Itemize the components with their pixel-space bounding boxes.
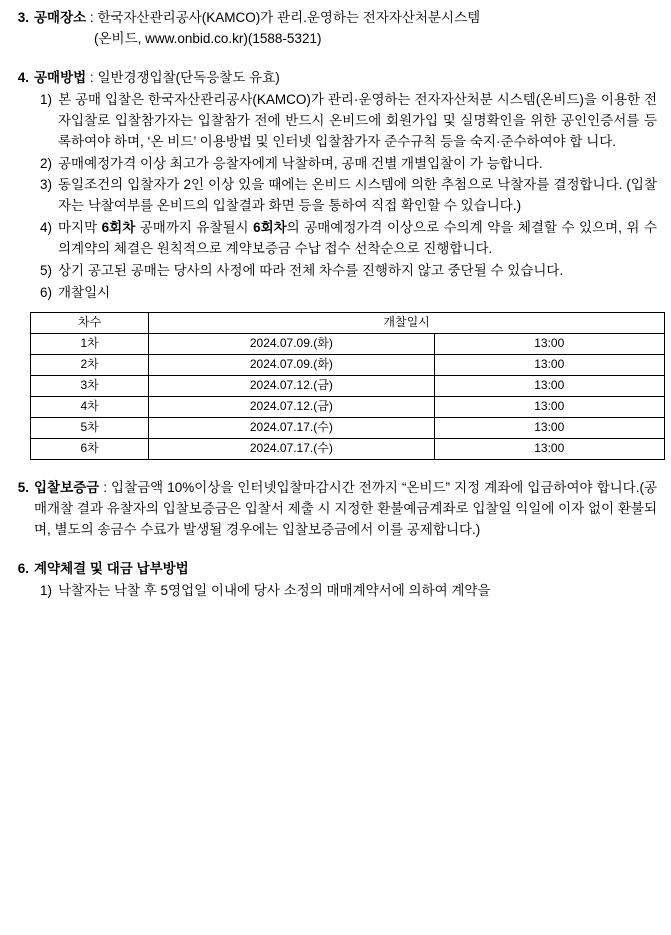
cell-date: 2024.07.09.(화) xyxy=(149,333,434,354)
body-text: 공매까지 유찰될시 xyxy=(135,220,254,236)
section-4-first-line xyxy=(34,68,657,89)
cell-time: 13:00 xyxy=(434,417,665,438)
spacer xyxy=(14,50,657,66)
section-6-item-1 xyxy=(34,581,657,602)
section-4-item-5-text: 상기 공고된 공매는 당사의 사정에 따라 전체 차수를 진행하지 않고 중단될 수 있습니다. xyxy=(58,263,564,279)
header-round: 차수 xyxy=(31,312,149,333)
body-text: 마지막 xyxy=(58,220,102,236)
section-3-text: 한국자산관리공사(KAMCO)가 관리.운영하는 전자자산처분시스템 xyxy=(97,10,481,25)
section-5-separator: : xyxy=(99,479,112,495)
section-4-item-6 xyxy=(34,283,657,304)
section-4-item-2 xyxy=(34,154,657,175)
section-3-body xyxy=(34,8,657,50)
section-4-item-6-text: 개찰일시 xyxy=(58,285,111,301)
section-3-first-line xyxy=(34,8,657,29)
section-5-title: 입찰보증금 xyxy=(34,479,100,495)
schedule-table-body xyxy=(31,333,665,459)
section-4-item-3-text: 동일조건의 입찰자가 2인 이상 있을 때에는 온비드 시스템에 의한 추첨으로 낙찰자를 결정합니다. (입찰자는 낙찰여부를 온비드의 입찰결과 화면 등을 통하여 직접 확인할 수 있습니다.) xyxy=(58,177,657,214)
section-4-item-1-marker: 1) xyxy=(39,91,52,107)
section-4-item-3-marker: 3) xyxy=(39,177,52,193)
table-row xyxy=(31,354,665,375)
section-4-item-1 xyxy=(34,90,657,153)
section-4-body xyxy=(34,68,657,304)
cell-date: 2024.07.12.(금) xyxy=(149,375,434,396)
section-3-separator: : xyxy=(86,10,98,25)
section-6-title: 계약체결 및 대금 납부방법 xyxy=(34,560,189,576)
section-4-item-1-text: 본 공매 입찰은 한국자산관리공사(KAMCO)가 관리·운영하는 전자자산처분 시스템(온비드)을 이용한 전자입찰로 입찰참가자는 입찰참가 전에 반드시 온비드에 회원가입 및 실명확인을 위한 공인인증서를 등록하여야 하며, ‘온 비드’ 이용방법 및 인터넷 입찰참가자 준수규칙 등을 숙지·준수하여야 합 니다. xyxy=(58,91,657,149)
cell-date: 2024.07.12.(금) xyxy=(149,396,434,417)
cell-time: 13:00 xyxy=(434,375,665,396)
section-6-body xyxy=(34,559,657,602)
schedule-table-head xyxy=(31,312,665,333)
cell-round: 3차 xyxy=(31,375,149,396)
section-4-item-5-marker: 5) xyxy=(39,263,52,279)
header-datetime: 개찰일시 xyxy=(149,312,665,333)
cell-round: 1차 xyxy=(31,333,149,354)
section-4-item-5 xyxy=(34,261,657,282)
cell-round: 6차 xyxy=(31,438,149,459)
body-text: 의 공매예정가격 이상으로 수의계 약을 체결할 수 있으며, 위 수의계약의 체결은 원칙적으로 계약보증금 수납 접수 선착순으로 진행합니다. xyxy=(58,220,657,257)
spacer xyxy=(14,460,657,476)
section-5-body xyxy=(34,478,657,541)
section-4-number: 4. xyxy=(17,69,29,85)
table-header-row xyxy=(31,312,665,333)
cell-time: 13:00 xyxy=(434,396,665,417)
section-4-title: 공매방법 xyxy=(34,69,87,85)
section-5-text: 입찰금액 10%이상을 인터넷입찰마감시간 전까지 “온비드” 지정 계좌에 입금하여야 합니다.(공매개찰 결과 유찰자의 입찰보증금은 입찰서 제출 시 지정한 환불예금계좌로 입찰일 익일에 이자 없이 환불되며, 별도의 송금수 수료가 발생될 경우에는 입찰보증금에서 이를 공제합니다.) xyxy=(34,479,657,537)
section-4-separator: : xyxy=(86,69,98,85)
schedule-table xyxy=(30,312,665,460)
cell-time: 13:00 xyxy=(434,354,665,375)
section-4-item-2-text: 공매예정가격 이상 최고가 응찰자에게 낙찰하며, 공매 건별 개별입찰이 가 능합니다. xyxy=(58,155,543,171)
section-4-item-4-marker: 4) xyxy=(39,220,52,236)
cell-time: 13:00 xyxy=(434,438,665,459)
section-6-number: 6. xyxy=(17,560,29,576)
section-3 xyxy=(14,8,657,50)
section-5 xyxy=(14,478,657,541)
schedule-table-wrapper xyxy=(30,312,665,460)
cell-date: 2024.07.09.(화) xyxy=(149,354,434,375)
cell-date: 2024.07.17.(수) xyxy=(149,417,434,438)
section-4-item-4-text xyxy=(58,218,657,260)
table-row xyxy=(31,396,665,417)
emphasis-text: 6회차 xyxy=(101,220,136,236)
section-6 xyxy=(14,559,657,602)
section-4-text: 일반경쟁입찰(단독응찰도 유효) xyxy=(97,69,280,85)
section-4 xyxy=(14,68,657,304)
cell-round: 2차 xyxy=(31,354,149,375)
section-4-item-2-marker: 2) xyxy=(39,155,52,171)
section-6-item-1-text: 낙찰자는 낙찰 후 5영업일 이내에 당사 소정의 매매계약서에 의하여 계약을 xyxy=(58,582,491,598)
section-4-item-4 xyxy=(34,218,657,260)
cell-time: 13:00 xyxy=(434,333,665,354)
section-4-item-6-marker: 6) xyxy=(39,285,52,301)
cell-round: 5차 xyxy=(31,417,149,438)
table-row xyxy=(31,417,665,438)
table-row xyxy=(31,333,665,354)
section-3-continuation: (온비드, www.onbid.co.kr)(1588-5321) xyxy=(94,30,322,46)
spacer xyxy=(14,541,657,557)
section-5-number: 5. xyxy=(17,479,29,495)
section-3-number: 3. xyxy=(17,10,29,25)
cell-date: 2024.07.17.(수) xyxy=(149,438,434,459)
table-row xyxy=(31,375,665,396)
emphasis-text: 6회차 xyxy=(253,220,287,236)
section-3-title: 공매장소 xyxy=(34,10,87,25)
table-row xyxy=(31,438,665,459)
section-4-item-3 xyxy=(34,175,657,217)
section-6-item-1-marker: 1) xyxy=(39,582,52,598)
cell-round: 4차 xyxy=(31,396,149,417)
